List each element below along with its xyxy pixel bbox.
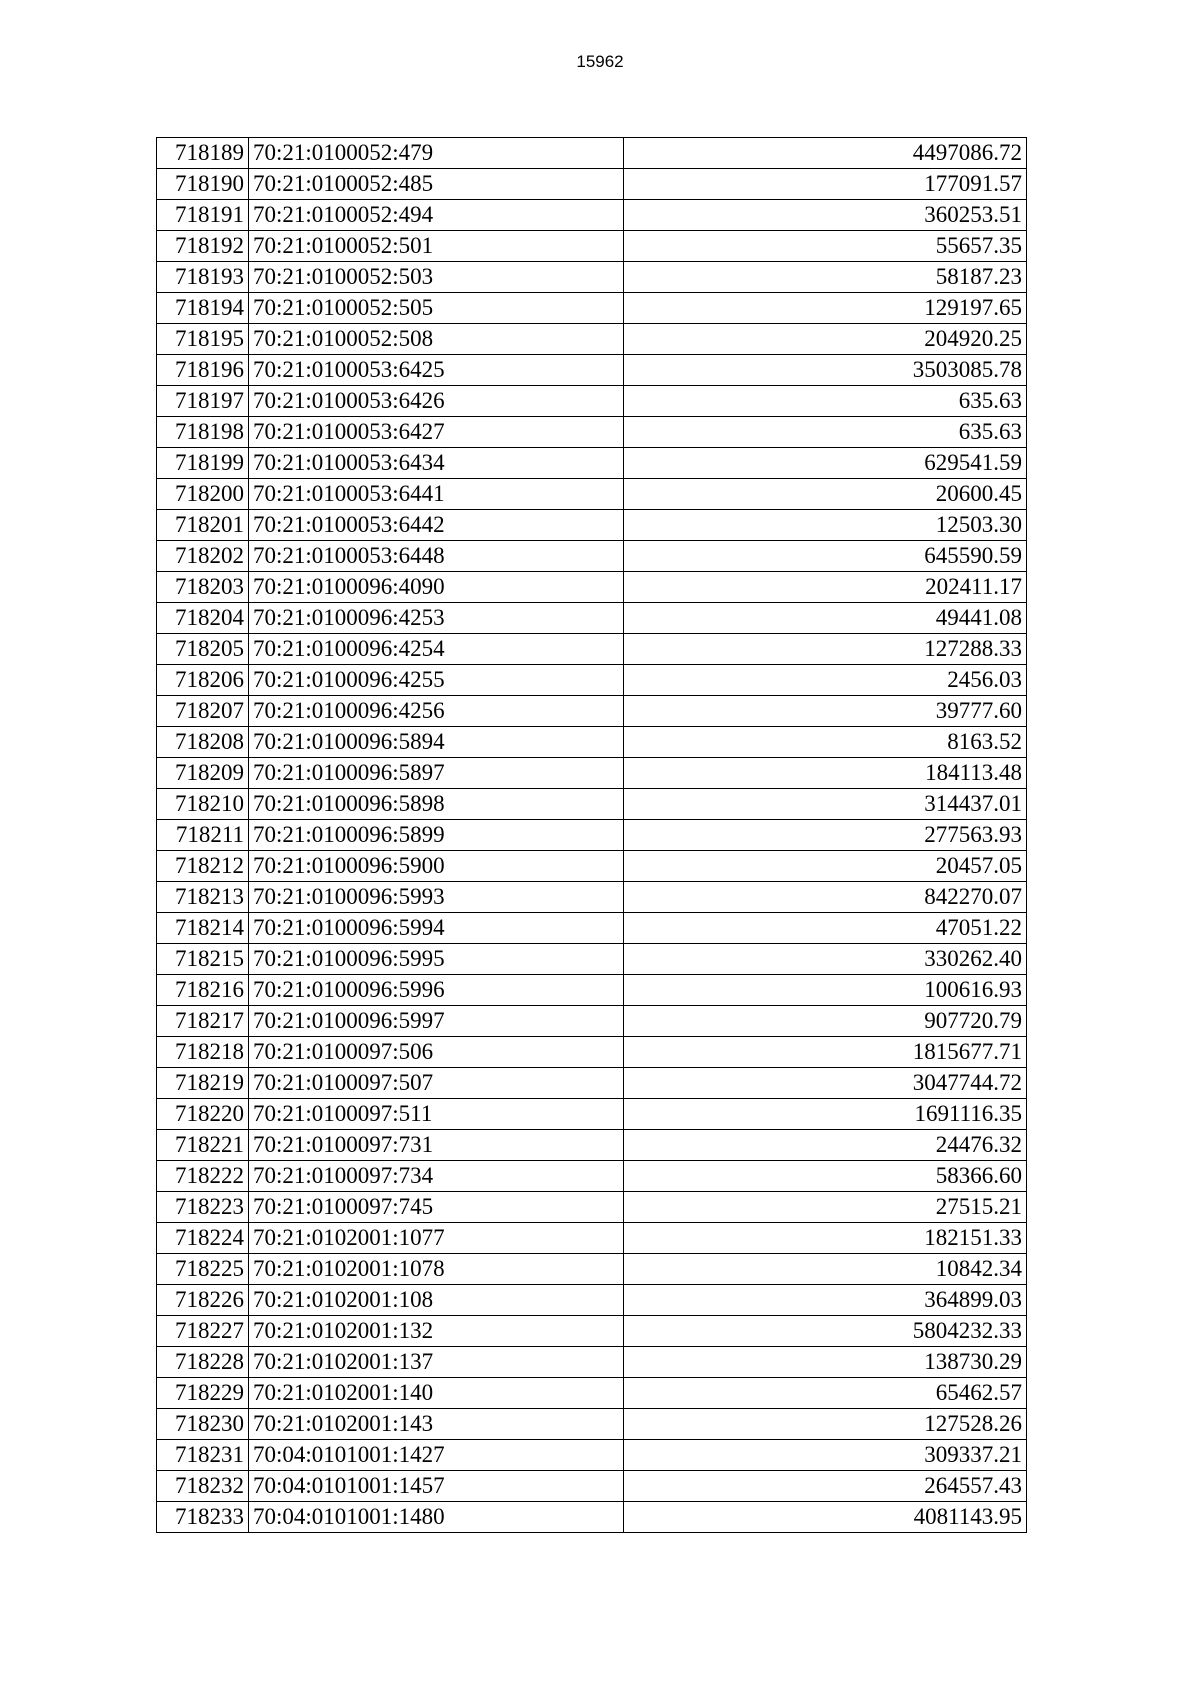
row-number-cell: 718192 — [157, 231, 249, 262]
table-row — [157, 634, 1027, 665]
cadastral-value-cell: 330262.40 — [624, 944, 1027, 975]
row-number-cell: 718207 — [157, 696, 249, 727]
table-row — [157, 510, 1027, 541]
cadastral-number-cell: 70:21:0102001:1077 — [249, 1223, 624, 1254]
cadastral-number-cell: 70:21:0100096:4253 — [249, 603, 624, 634]
table-row — [157, 1347, 1027, 1378]
cadastral-value-cell: 58366.60 — [624, 1161, 1027, 1192]
cadastral-number-cell: 70:21:0100096:5900 — [249, 851, 624, 882]
cadastral-value-cell: 635.63 — [624, 417, 1027, 448]
page-number: 15962 — [576, 52, 624, 71]
cadastral-number-cell: 70:21:0100096:4256 — [249, 696, 624, 727]
cadastral-number-cell: 70:21:0102001:143 — [249, 1409, 624, 1440]
cadastral-value-cell: 309337.21 — [624, 1440, 1027, 1471]
cadastral-number-cell: 70:04:0101001:1427 — [249, 1440, 624, 1471]
cadastral-number-cell: 70:04:0101001:1480 — [249, 1502, 624, 1533]
cadastral-value-cell: 27515.21 — [624, 1192, 1027, 1223]
cadastral-value-cell: 24476.32 — [624, 1130, 1027, 1161]
table-row — [157, 448, 1027, 479]
row-number-cell: 718200 — [157, 479, 249, 510]
cadastral-value-cell: 364899.03 — [624, 1285, 1027, 1316]
row-number-cell: 718217 — [157, 1006, 249, 1037]
row-number-cell: 718204 — [157, 603, 249, 634]
cadastral-number-cell: 70:21:0100052:501 — [249, 231, 624, 262]
row-number-cell: 718205 — [157, 634, 249, 665]
row-number-cell: 718195 — [157, 324, 249, 355]
table-row — [157, 1192, 1027, 1223]
row-number-cell: 718224 — [157, 1223, 249, 1254]
cadastral-number-cell: 70:21:0100097:734 — [249, 1161, 624, 1192]
cadastral-value-cell: 264557.43 — [624, 1471, 1027, 1502]
table-row — [157, 572, 1027, 603]
cadastral-value-cell: 20600.45 — [624, 479, 1027, 510]
cadastral-value-cell: 127528.26 — [624, 1409, 1027, 1440]
row-number-cell: 718203 — [157, 572, 249, 603]
table-row — [157, 1099, 1027, 1130]
cadastral-value-cell: 129197.65 — [624, 293, 1027, 324]
table-row — [157, 386, 1027, 417]
row-number-cell: 718223 — [157, 1192, 249, 1223]
cadastral-number-cell: 70:21:0100052:505 — [249, 293, 624, 324]
cadastral-number-cell: 70:21:0100052:485 — [249, 169, 624, 200]
cadastral-number-cell: 70:21:0100096:5897 — [249, 758, 624, 789]
table-row — [157, 789, 1027, 820]
row-number-cell: 718206 — [157, 665, 249, 696]
table-row — [157, 882, 1027, 913]
table-row — [157, 231, 1027, 262]
table-row — [157, 1037, 1027, 1068]
cadastral-number-cell: 70:21:0100053:6442 — [249, 510, 624, 541]
row-number-cell: 718208 — [157, 727, 249, 758]
row-number-cell: 718211 — [157, 820, 249, 851]
cadastral-number-cell: 70:21:0100052:503 — [249, 262, 624, 293]
row-number-cell: 718212 — [157, 851, 249, 882]
cadastral-number-cell: 70:21:0100096:5994 — [249, 913, 624, 944]
row-number-cell: 718209 — [157, 758, 249, 789]
row-number-cell: 718216 — [157, 975, 249, 1006]
cadastral-number-cell: 70:21:0100053:6426 — [249, 386, 624, 417]
cadastral-number-cell: 70:21:0100052:479 — [249, 138, 624, 169]
cadastral-number-cell: 70:21:0100096:4254 — [249, 634, 624, 665]
cadastral-value-cell: 5804232.33 — [624, 1316, 1027, 1347]
table-row — [157, 417, 1027, 448]
table-row — [157, 1254, 1027, 1285]
cadastral-value-cell: 138730.29 — [624, 1347, 1027, 1378]
cadastral-value-cell: 3503085.78 — [624, 355, 1027, 386]
cadastral-number-cell: 70:21:0100052:494 — [249, 200, 624, 231]
table-row — [157, 324, 1027, 355]
table-row — [157, 603, 1027, 634]
cadastral-value-cell: 58187.23 — [624, 262, 1027, 293]
table-row — [157, 1285, 1027, 1316]
table-row — [157, 355, 1027, 386]
row-number-cell: 718210 — [157, 789, 249, 820]
cadastral-number-cell: 70:21:0100096:5898 — [249, 789, 624, 820]
table-row — [157, 1006, 1027, 1037]
cadastral-value-cell: 3047744.72 — [624, 1068, 1027, 1099]
cadastral-number-cell: 70:21:0102001:108 — [249, 1285, 624, 1316]
cadastral-value-cell: 277563.93 — [624, 820, 1027, 851]
table-row — [157, 1440, 1027, 1471]
table-row — [157, 1378, 1027, 1409]
cadastral-value-cell: 314437.01 — [624, 789, 1027, 820]
cadastral-number-cell: 70:21:0100096:5996 — [249, 975, 624, 1006]
cadastral-value-cell: 907720.79 — [624, 1006, 1027, 1037]
cadastral-number-cell: 70:21:0100053:6441 — [249, 479, 624, 510]
row-number-cell: 718222 — [157, 1161, 249, 1192]
cadastral-value-cell: 204920.25 — [624, 324, 1027, 355]
row-number-cell: 718198 — [157, 417, 249, 448]
row-number-cell: 718233 — [157, 1502, 249, 1533]
row-number-cell: 718199 — [157, 448, 249, 479]
cadastral-number-cell: 70:21:0100097:506 — [249, 1037, 624, 1068]
table-row — [157, 1471, 1027, 1502]
row-number-cell: 718194 — [157, 293, 249, 324]
row-number-cell: 718214 — [157, 913, 249, 944]
cadastral-value-cell: 39777.60 — [624, 696, 1027, 727]
cadastral-value-cell: 127288.33 — [624, 634, 1027, 665]
cadastral-value-cell: 4497086.72 — [624, 138, 1027, 169]
table-row — [157, 1502, 1027, 1533]
cadastral-number-cell: 70:21:0100053:6427 — [249, 417, 624, 448]
table-row — [157, 1161, 1027, 1192]
cadastral-number-cell: 70:21:0100053:6448 — [249, 541, 624, 572]
table-row — [157, 975, 1027, 1006]
row-number-cell: 718193 — [157, 262, 249, 293]
cadastral-number-cell: 70:21:0102001:132 — [249, 1316, 624, 1347]
row-number-cell: 718190 — [157, 169, 249, 200]
table-row — [157, 727, 1027, 758]
cadastral-value-cell: 184113.48 — [624, 758, 1027, 789]
cadastral-number-cell: 70:21:0100053:6434 — [249, 448, 624, 479]
row-number-cell: 718230 — [157, 1409, 249, 1440]
row-number-cell: 718218 — [157, 1037, 249, 1068]
cadastral-number-cell: 70:21:0100096:5995 — [249, 944, 624, 975]
cadastral-value-cell: 360253.51 — [624, 200, 1027, 231]
cadastral-value-cell: 202411.17 — [624, 572, 1027, 603]
cadastral-number-cell: 70:21:0100096:5899 — [249, 820, 624, 851]
cadastral-number-cell: 70:21:0100097:745 — [249, 1192, 624, 1223]
table-row — [157, 665, 1027, 696]
row-number-cell: 718225 — [157, 1254, 249, 1285]
row-number-cell: 718220 — [157, 1099, 249, 1130]
cadastral-value-cell: 842270.07 — [624, 882, 1027, 913]
cadastral-number-cell: 70:21:0100096:5894 — [249, 727, 624, 758]
cadastral-value-cell: 182151.33 — [624, 1223, 1027, 1254]
table-row — [157, 200, 1027, 231]
table-row — [157, 1068, 1027, 1099]
cadastral-number-cell: 70:21:0100097:731 — [249, 1130, 624, 1161]
cadastral-number-cell: 70:21:0100096:4255 — [249, 665, 624, 696]
table-row — [157, 293, 1027, 324]
table-body — [157, 138, 1027, 1533]
table-row — [157, 1130, 1027, 1161]
cadastral-value-cell: 49441.08 — [624, 603, 1027, 634]
cadastral-number-cell: 70:21:0100052:508 — [249, 324, 624, 355]
cadastral-number-cell: 70:21:0100097:511 — [249, 1099, 624, 1130]
row-number-cell: 718202 — [157, 541, 249, 572]
cadastral-value-cell: 10842.34 — [624, 1254, 1027, 1285]
cadastral-number-cell: 70:21:0100096:4090 — [249, 572, 624, 603]
cadastral-number-cell: 70:21:0102001:137 — [249, 1347, 624, 1378]
table-row — [157, 1316, 1027, 1347]
cadastral-value-cell: 177091.57 — [624, 169, 1027, 200]
table-row — [157, 758, 1027, 789]
row-number-cell: 718221 — [157, 1130, 249, 1161]
table-row — [157, 1409, 1027, 1440]
cadastral-value-cell: 645590.59 — [624, 541, 1027, 572]
row-number-cell: 718196 — [157, 355, 249, 386]
cadastral-value-table — [156, 137, 1027, 1533]
cadastral-value-cell: 12503.30 — [624, 510, 1027, 541]
row-number-cell: 718219 — [157, 1068, 249, 1099]
row-number-cell: 718229 — [157, 1378, 249, 1409]
cadastral-value-cell: 635.63 — [624, 386, 1027, 417]
row-number-cell: 718197 — [157, 386, 249, 417]
row-number-cell: 718189 — [157, 138, 249, 169]
row-number-cell: 718215 — [157, 944, 249, 975]
row-number-cell: 718191 — [157, 200, 249, 231]
cadastral-value-cell: 2456.03 — [624, 665, 1027, 696]
cadastral-number-cell: 70:21:0100096:5997 — [249, 1006, 624, 1037]
cadastral-value-cell: 20457.05 — [624, 851, 1027, 882]
table-row — [157, 913, 1027, 944]
cadastral-number-cell: 70:21:0102001:1078 — [249, 1254, 624, 1285]
cadastral-number-cell: 70:04:0101001:1457 — [249, 1471, 624, 1502]
table-row — [157, 541, 1027, 572]
cadastral-value-cell: 1691116.35 — [624, 1099, 1027, 1130]
row-number-cell: 718226 — [157, 1285, 249, 1316]
table-row — [157, 169, 1027, 200]
row-number-cell: 718213 — [157, 882, 249, 913]
cadastral-value-cell: 629541.59 — [624, 448, 1027, 479]
cadastral-value-cell: 55657.35 — [624, 231, 1027, 262]
table-row — [157, 479, 1027, 510]
cadastral-number-cell: 70:21:0100097:507 — [249, 1068, 624, 1099]
table-row — [157, 1223, 1027, 1254]
row-number-cell: 718232 — [157, 1471, 249, 1502]
table-row — [157, 138, 1027, 169]
table-row — [157, 851, 1027, 882]
row-number-cell: 718227 — [157, 1316, 249, 1347]
row-number-cell: 718201 — [157, 510, 249, 541]
table-row — [157, 696, 1027, 727]
cadastral-number-cell: 70:21:0100096:5993 — [249, 882, 624, 913]
cadastral-value-cell: 8163.52 — [624, 727, 1027, 758]
cadastral-value-cell: 65462.57 — [624, 1378, 1027, 1409]
row-number-cell: 718231 — [157, 1440, 249, 1471]
row-number-cell: 718228 — [157, 1347, 249, 1378]
cadastral-value-cell: 100616.93 — [624, 975, 1027, 1006]
cadastral-number-cell: 70:21:0102001:140 — [249, 1378, 624, 1409]
table-row — [157, 820, 1027, 851]
cadastral-value-cell: 47051.22 — [624, 913, 1027, 944]
cadastral-value-cell: 1815677.71 — [624, 1037, 1027, 1068]
table-row — [157, 262, 1027, 293]
cadastral-value-cell: 4081143.95 — [624, 1502, 1027, 1533]
table-row — [157, 944, 1027, 975]
cadastral-number-cell: 70:21:0100053:6425 — [249, 355, 624, 386]
